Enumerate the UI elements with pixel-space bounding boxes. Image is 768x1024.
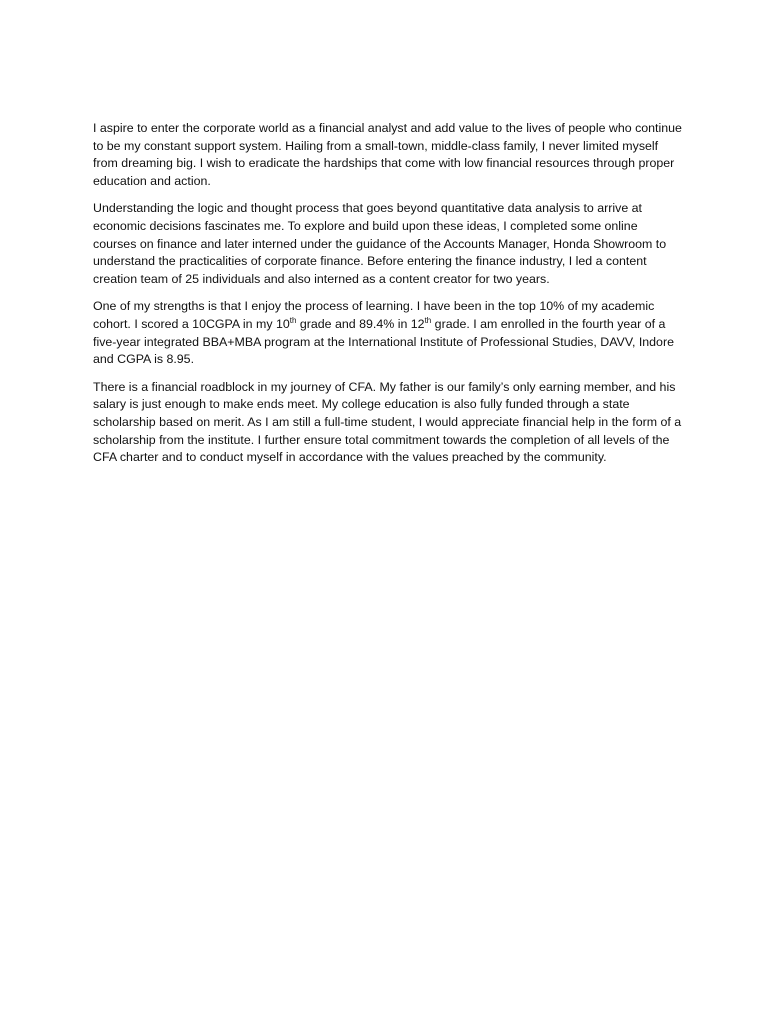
- strengths-text-2: grade and 89.4% in 12: [296, 316, 425, 331]
- paragraph-strengths: [93, 298, 683, 368]
- superscript-th: th: [289, 315, 297, 325]
- strengths-text-3: grade. I am enrolled in the fourth year of a five-year integrated BBA+MBA program at the International Institute of Professional Studies, DAVV, Indore and CGPA is 8.95.: [93, 316, 674, 367]
- paragraph-aspiration: I aspire to enter the corporate world as a financial analyst and add value to the lives of people who continue to be my constant support system. Hailing from a small-town, middle-class family, I never limited myself from dreaming big. I wish to eradicate the hardships that come with low financial resources through proper education and action.: [93, 121, 682, 188]
- document-body: [93, 120, 683, 477]
- superscript-th: th: [424, 315, 432, 325]
- paragraph-interest: Understanding the logic and thought process that goes beyond quantitative data analysis to arrive at economic decisions fascinates me. To explore and build upon these ideas, I completed some online courses on finance and later interned under the guidance of the Accounts Manager, Honda Showroom to understand the practicalities of corporate finance. Before entering the finance industry, I led a content creation team of 25 individuals and also interned as a content creator for two years.: [93, 201, 667, 286]
- strengths-text-1: One of my strengths is that I enjoy the process of learning. I have been in the top 10% of my academic cohort. I scored a 10CGPA in my 10: [93, 299, 655, 331]
- paragraph-roadblock: There is a financial roadblock in my journey of CFA. My father is our family’s only earning member, and his salary is just enough to make ends meet. My college education is also fully funded through a state scholarship based on merit. As I am still a full-time student, I would appreciate financial help in the form of a scholarship from the institute. I further ensure total commitment towards the completion of all levels of the CFA charter and to conduct myself in accordance with the values preached by the community.: [93, 379, 682, 465]
